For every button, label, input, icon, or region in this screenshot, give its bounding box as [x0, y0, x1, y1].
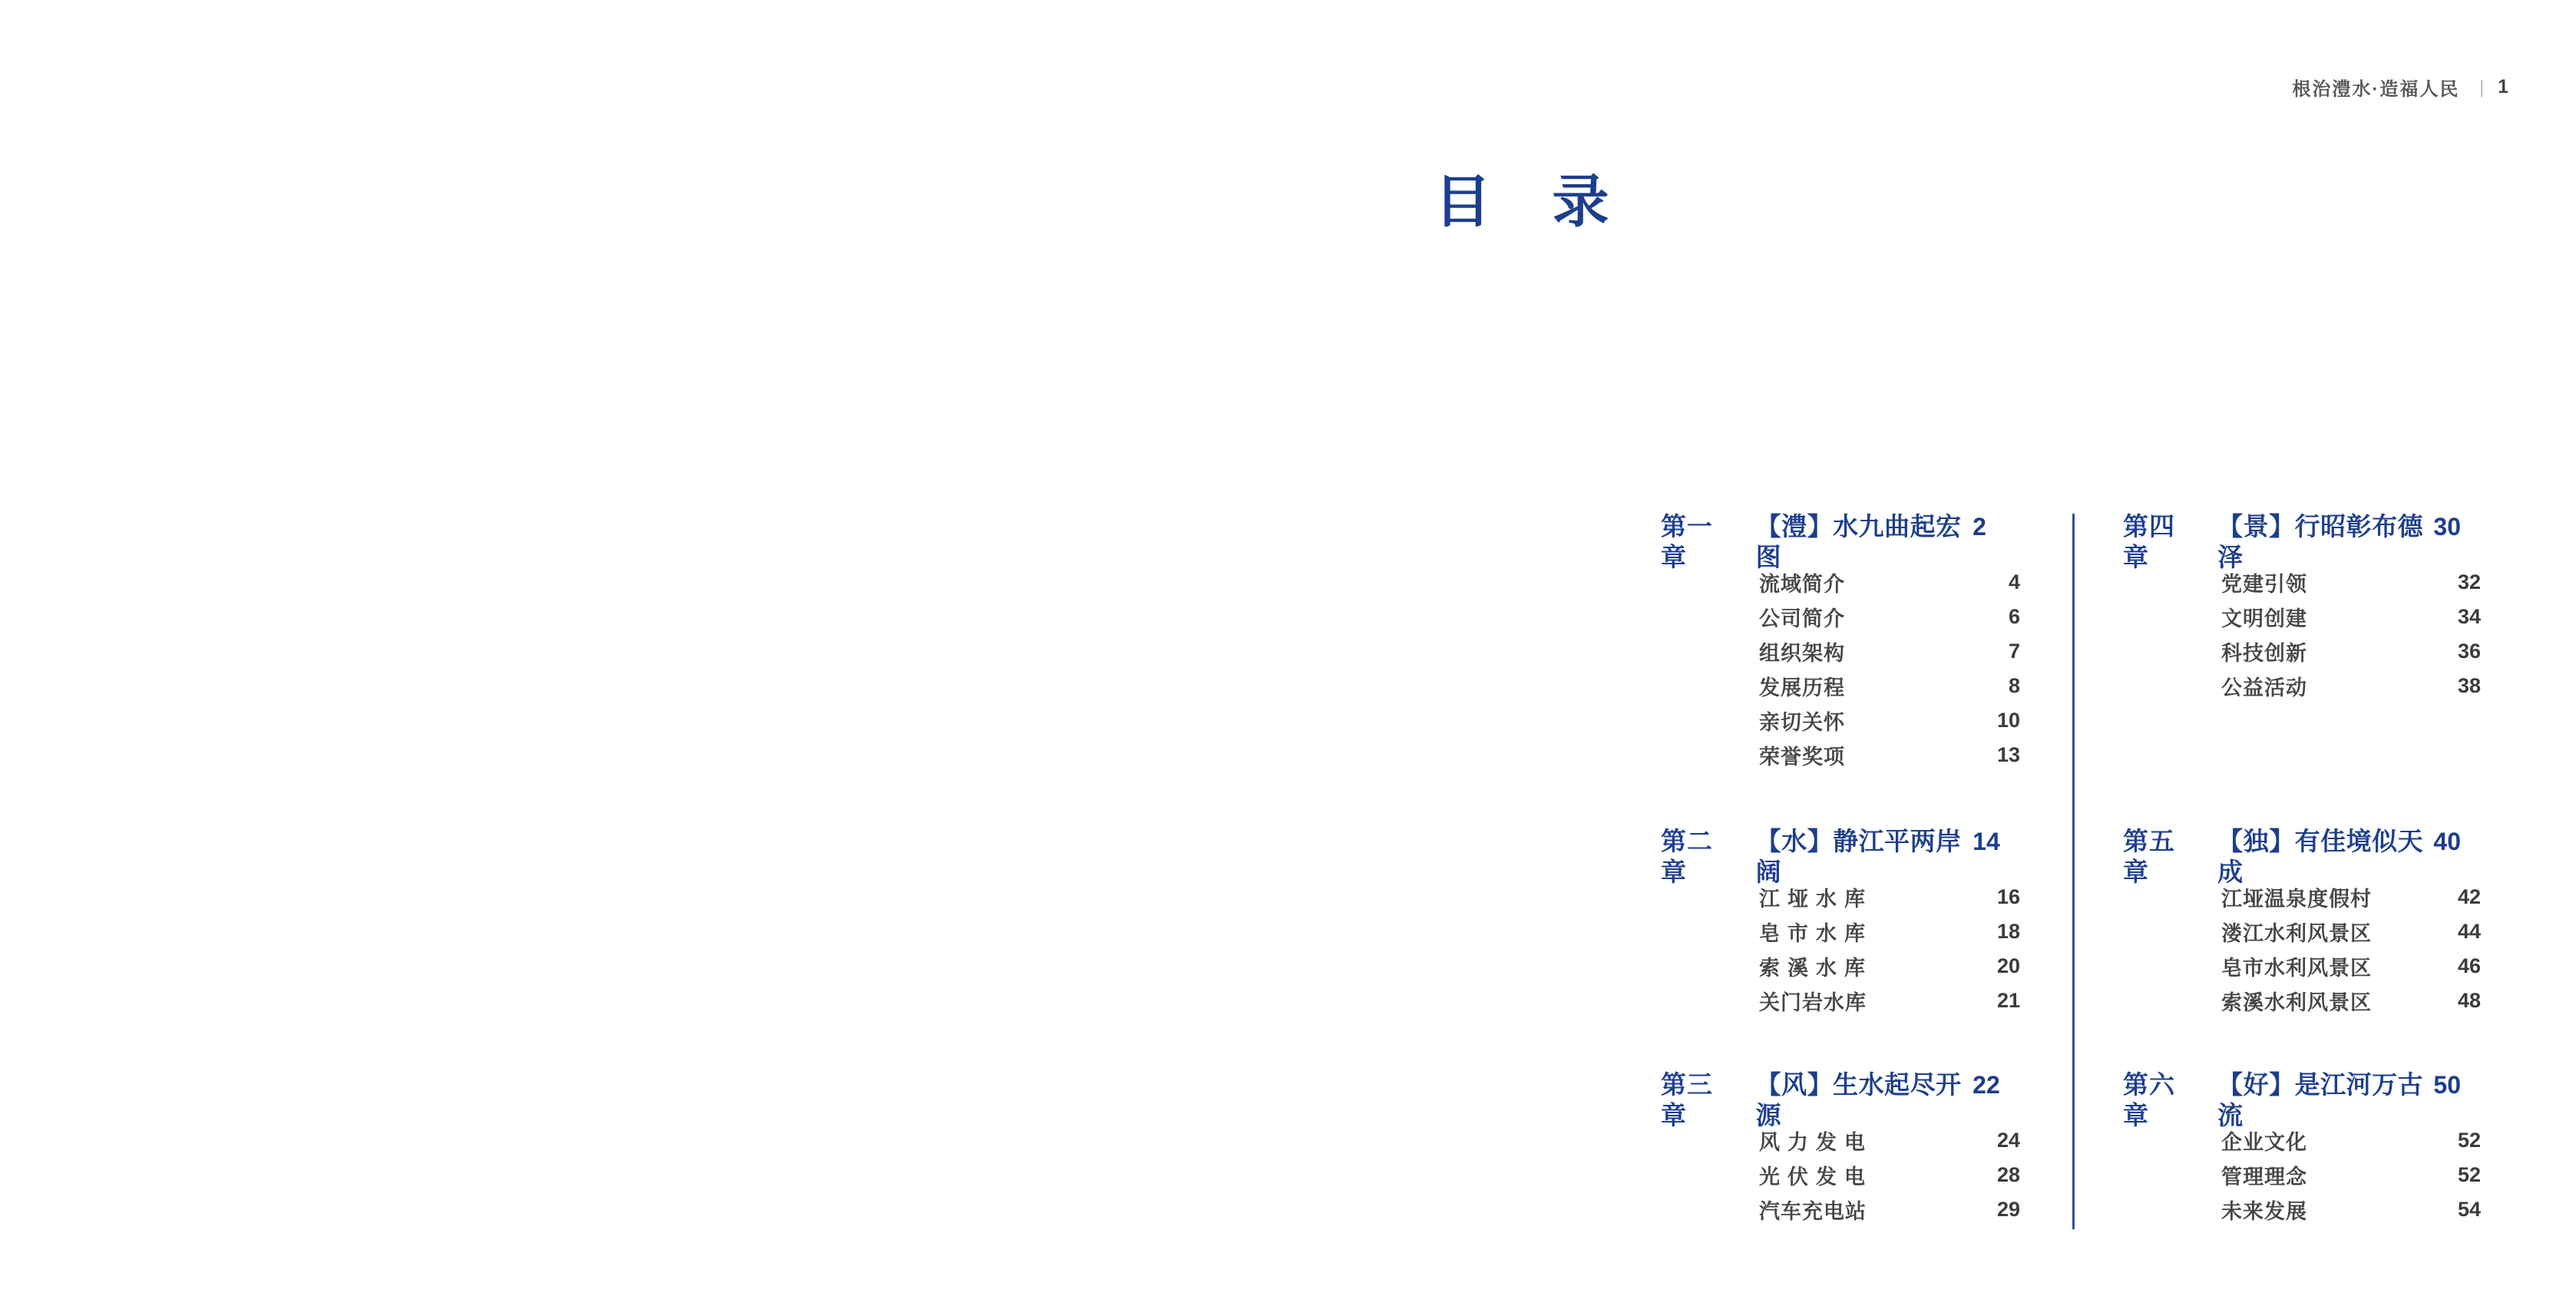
toc-item-label: 管理理念	[2221, 1165, 2307, 1189]
toc-item-link[interactable]	[1759, 600, 2020, 634]
chapter-page-number: 40	[2433, 828, 2462, 855]
toc-item-label: 光伏发电	[1759, 1165, 1865, 1189]
chapter-number: 第四章	[2123, 512, 2175, 571]
toc-item-label: 企业文化	[2221, 1131, 2307, 1154]
chapter-items	[2221, 1123, 2481, 1227]
chapter-heading-link[interactable]	[2123, 1070, 2481, 1129]
toc-column-right	[2123, 511, 2481, 1233]
toc-item-label: 文明创建	[2221, 607, 2307, 630]
toc-item-page-number: 7	[2008, 640, 2020, 663]
chapter-heading-link[interactable]	[1661, 511, 2020, 571]
chapter-items	[2221, 565, 2481, 703]
toc-item-link[interactable]	[2221, 1192, 2481, 1227]
toc-chapter	[1661, 511, 2020, 772]
toc-item-page-number: 48	[2457, 989, 2481, 1012]
toc-item-link[interactable]	[1759, 914, 2020, 949]
header-separator: |	[2479, 76, 2485, 98]
chapter-heading-link[interactable]	[1661, 826, 2020, 886]
toc-item-label: 流域简介	[1759, 573, 1845, 596]
toc-item-page-number: 10	[1996, 709, 2020, 732]
chapter-page-number: 50	[2433, 1071, 2462, 1099]
toc-item-label: 索溪水利风景区	[2221, 991, 2372, 1014]
toc-item-page-number: 24	[1996, 1129, 2020, 1152]
chapter-heading-link[interactable]	[2123, 826, 2481, 886]
chapter-page-number: 14	[1973, 828, 2000, 855]
toc-item-label: 溇江水利风景区	[2221, 922, 2372, 945]
toc-item-page-number: 4	[2008, 570, 2020, 593]
chapter-items	[1759, 565, 2020, 772]
chapter-page-number: 2	[1973, 513, 1986, 541]
toc-item-label: 江垭温泉度假村	[2221, 888, 2372, 911]
toc-item-label: 皂市水库	[1759, 922, 1865, 945]
toc-item-page-number: 52	[2457, 1163, 2481, 1186]
toc-item-page-number: 32	[2457, 570, 2481, 593]
toc-item-page-number: 42	[2457, 885, 2481, 908]
toc-item-page-number: 29	[1996, 1198, 2020, 1221]
toc-item-page-number: 28	[1996, 1163, 2020, 1186]
toc-item-label: 发展历程	[1759, 676, 1845, 699]
toc-item-page-number: 21	[1996, 989, 2020, 1012]
chapter-items	[1759, 1123, 2020, 1227]
toc-item-label: 荣誉奖项	[1759, 746, 1845, 769]
toc-item-link[interactable]	[2221, 600, 2481, 634]
toc-item-label: 索溪水库	[1759, 957, 1865, 980]
chapter-number: 第一章	[1661, 512, 1713, 571]
toc-item-page-number: 6	[2008, 605, 2020, 628]
toc-item-page-number: 46	[2457, 954, 2481, 977]
toc-chapter	[1661, 826, 2020, 1018]
toc-item-label: 关门岩水库	[1759, 991, 1867, 1014]
chapter-heading-link[interactable]	[1661, 1070, 2020, 1129]
toc-item-label: 科技创新	[2221, 642, 2307, 665]
toc-item-label: 汽车充电站	[1759, 1200, 1867, 1223]
column-divider-line	[2072, 514, 2075, 1229]
header-slogan: 根治澧水·造福人民	[2292, 79, 2460, 100]
chapter-heading-link[interactable]	[2123, 511, 2481, 571]
toc-item-page-number: 52	[2457, 1129, 2481, 1152]
chapter-title: 【风】生水起尽开源	[1755, 1070, 1962, 1129]
toc-item-label: 亲切关怀	[1759, 711, 1845, 734]
toc-item-page-number: 20	[1996, 954, 2020, 977]
toc-item-label: 公司简介	[1759, 607, 1845, 630]
toc-item-page-number: 44	[2457, 920, 2481, 943]
toc-item-link[interactable]	[2221, 914, 2481, 949]
toc-item-label: 风力发电	[1759, 1131, 1865, 1154]
toc-item-link[interactable]	[1759, 703, 2020, 738]
chapter-page-number: 30	[2433, 513, 2462, 541]
toc-item-link[interactable]	[1759, 634, 2020, 669]
chapter-title: 【好】是江河万古流	[2217, 1070, 2424, 1129]
toc-item-link[interactable]	[1759, 984, 2020, 1018]
toc-chapter	[2123, 511, 2481, 703]
toc-item-link[interactable]	[1759, 669, 2020, 703]
header-page-number: 1	[2498, 76, 2508, 98]
toc-item-link[interactable]	[2221, 949, 2481, 984]
toc-item-link[interactable]	[2221, 1158, 2481, 1192]
toc-item-page-number: 38	[2457, 674, 2481, 697]
toc-item-link[interactable]	[1759, 949, 2020, 984]
toc-chapter	[2123, 1070, 2481, 1227]
chapter-title: 【景】行昭彰布德泽	[2217, 512, 2424, 571]
toc-item-label: 组织架构	[1759, 642, 1845, 665]
chapter-number: 第六章	[2123, 1070, 2175, 1129]
toc-column-left	[1661, 511, 2020, 1233]
chapter-page-number: 22	[1973, 1071, 2000, 1099]
toc-chapter	[1661, 1070, 2020, 1227]
toc-chapter	[2123, 826, 2481, 1018]
chapter-title: 【水】静江平两岸阔	[1755, 827, 1962, 886]
toc-item-label: 皂市水利风景区	[2221, 957, 2372, 980]
toc-item-link[interactable]	[1759, 1192, 2020, 1227]
toc-item-label: 公益活动	[2221, 676, 2307, 699]
chapter-items	[1759, 880, 2020, 1018]
toc-item-link[interactable]	[2221, 634, 2481, 669]
toc-item-page-number: 16	[1996, 885, 2020, 908]
toc-item-link[interactable]	[2221, 880, 2481, 914]
chapter-number: 第三章	[1661, 1070, 1713, 1129]
toc-item-label: 未来发展	[2221, 1200, 2307, 1223]
toc-item-page-number: 34	[2457, 605, 2481, 628]
chapter-title: 【独】有佳境似天成	[2217, 827, 2424, 886]
toc-item-page-number: 54	[2457, 1198, 2481, 1221]
toc-item-page-number: 8	[2008, 674, 2020, 697]
toc-item-page-number: 13	[1996, 743, 2020, 766]
chapter-number: 第五章	[2123, 827, 2175, 886]
toc-item-page-number: 18	[1996, 920, 2020, 943]
toc-item-link[interactable]	[2221, 984, 2481, 1018]
toc-item-link[interactable]	[1759, 1158, 2020, 1192]
chapter-number: 第二章	[1661, 827, 1713, 886]
toc-item-link[interactable]	[1759, 738, 2020, 772]
chapter-title: 【澧】水九曲起宏图	[1755, 512, 1962, 571]
toc-item-link[interactable]	[2221, 669, 2481, 703]
running-header	[2292, 74, 2508, 101]
toc-item-label: 党建引领	[2221, 573, 2307, 596]
chapter-items	[2221, 880, 2481, 1018]
toc-item-label: 江垭水库	[1759, 888, 1865, 911]
page-title: 目 录	[1434, 170, 1611, 233]
toc-item-page-number: 36	[2457, 640, 2481, 663]
